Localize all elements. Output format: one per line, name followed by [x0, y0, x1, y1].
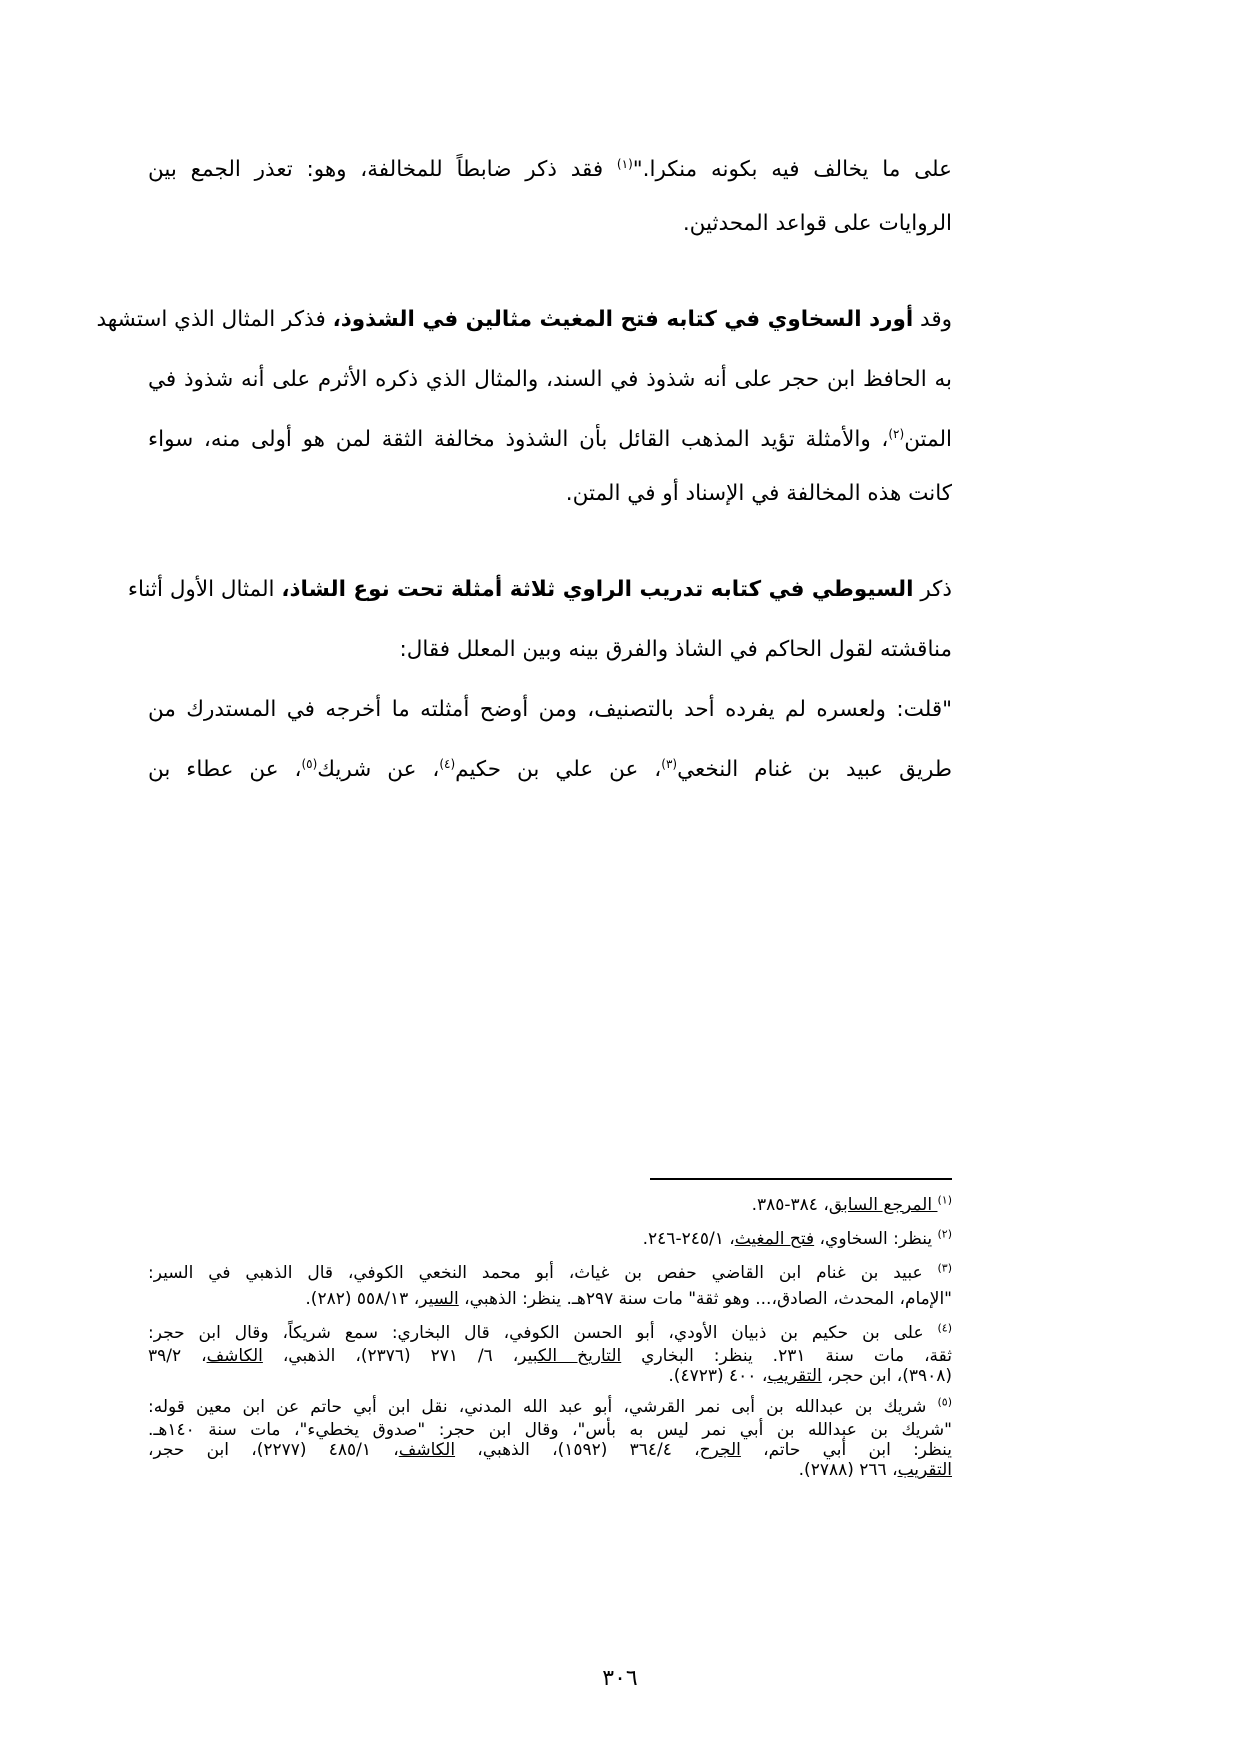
footnote-4: $^{(٤)}$ على بن حكيم بن ذبيان الأودي، أبو الحسن الكوفي، قال البخاري: سمع شريكاً، وقال ابن حجر: ثقة، مات سنة ٢٣١. ينظر: البخاري التاريخ الكبير، ٦/ ٢٧١ (٢٣٧٦)، الذهبي، الكاشف، ٣٩/٢ (٣٩٠٨)، ابن حجر، التقريب، ٤٠٠ (٤٧٢٣). [148, 1321, 952, 1386]
footnote-source-link[interactable]: السير [419, 1289, 459, 1309]
footnote-number: (٢) [937, 1227, 952, 1241]
bold-phrase-suyuti: السيوطي في كتابه تدريب الراوي ثلاثة أمثلة تحت نوع الشاذ، [281, 577, 914, 602]
footnote-number: (٣) [937, 1261, 952, 1275]
footnote-source-link[interactable]: الكاشف [398, 1440, 456, 1460]
footnote-5: $^{(٥)}$ شريك بن عبدالله بن أبى نمر القرشي، أبو عبد الله المدني، نقل ابن أبي حاتم عن ابن معين قوله: "شريك بن عبدالله بن أبي نمر ليس به بأس"، وقال ابن حجر: "صدوق يخطيء"، مات سنة ١٤٠هـ. ينظر: ابن أبي حاتم، الجرح، ٣٦٤/٤ (١٥٩٢)، الذهبي، الكاشف، ٤٨٥/١ (٢٢٧٧)، ابن حجر، التقريب، ٢٦٦ (٢٧٨٨). [148, 1395, 952, 1480]
footnote-source-link[interactable]: التاريخ الكبير [518, 1346, 622, 1366]
footnote-source-link[interactable]: التقريب [767, 1366, 822, 1386]
footnote-source-link[interactable]: فتح المغيث [734, 1229, 815, 1249]
footnote-ref-4[interactable]: (٤) [439, 756, 456, 771]
body-line-9: "قلت: ولعسره لم يفرده أحد بالتصنيف، ومن أوضح أمثلته ما أخرجه في المستدرك من [148, 697, 952, 722]
footnote-number: (٥) [937, 1395, 952, 1409]
body-line-10: طريق عبيد بن غنام النخعي$^{(٣)}$، عن علي بن حكيم$^{(٤)}$، عن شريك$^{(٥)}$، عن عطاء بن [148, 756, 952, 782]
page-number: ٣٠٦ [602, 1666, 638, 1691]
bold-phrase-sakhawi: أورد السخاوي في كتابه فتح المغيث مثالين في الشذوذ، [332, 307, 914, 332]
body-line-2: الروايات على قواعد المحدثين. [682, 211, 952, 236]
footnote-ref-5[interactable]: (٥) [301, 756, 318, 771]
body-line-6: كانت هذه المخالفة في الإسناد أو في المتن. [565, 481, 952, 506]
footnote-2: $^{(٢)}$ ينظر: السخاوي، فتح المغيث، ٢٤٥/١-٢٤٦. [642, 1227, 952, 1249]
footnote-separator [650, 1178, 952, 1180]
footnote-source-link[interactable]: الكاشف [206, 1346, 263, 1366]
body-line-3: وقد أورد السخاوي في كتابه فتح المغيث مثالين في الشذوذ، فذكر المثال الذي استشهد [96, 307, 952, 332]
body-line-4: به الحافظ ابن حجر على أنه شذوذ في السند، والمثال الذي ذكره الأثرم على أنه شذوذ في [148, 367, 952, 392]
footnotes [148, 1192, 952, 1488]
body-line-7: ذكر السيوطي في كتابه تدريب الراوي ثلاثة أمثلة تحت نوع الشاذ، المثال الأول أثناء [127, 577, 952, 602]
body-line-5: المتن$^{(٢)}$، والأمثلة تؤيد المذهب القائل بأن الشذوذ مخالفة الثقة لمن هو أولى منه، سواء [148, 426, 952, 452]
footnote-source-link[interactable]: التقريب [897, 1460, 952, 1480]
footnote-ref-3[interactable]: (٣) [661, 756, 678, 771]
footnote-1: $^{(١)}$ المرجع السابق، ٣٨٤-٣٨٥. [751, 1193, 952, 1215]
footnote-number: (٤) [937, 1321, 952, 1335]
body-line-1: على ما يخالف فيه بكونه منكرا."$^{(١)}$ فقد ذكر ضابطاً للمخالفة، وهو: تعذر الجمع بين [148, 156, 952, 182]
body-line-8: مناقشته لقول الحاكم في الشاذ والفرق بينه وبين المعلل فقال: [399, 637, 952, 662]
footnote-ref-2[interactable]: (٢) [888, 426, 905, 441]
footnote-source-link[interactable]: الجرح [699, 1440, 741, 1460]
body-text [96, 140, 952, 800]
footnote-source-link[interactable]: المرجع السابق [828, 1195, 938, 1215]
footnote-3: $^{(٣)}$ عبيد بن غنام ابن القاضي حفص بن غياث، أبو محمد النخعي الكوفي، قال الذهبي في السير: "الإمام، المحدث، الصادق،... وهو ثقة" مات سنة ٢٩٧هـ. ينظر: الذهبي، السير، ٥٥٨/١٣ (٢٨٢). [148, 1261, 952, 1309]
footnote-number: (١) [937, 1193, 952, 1207]
footnote-ref-1[interactable]: (١) [616, 156, 633, 171]
